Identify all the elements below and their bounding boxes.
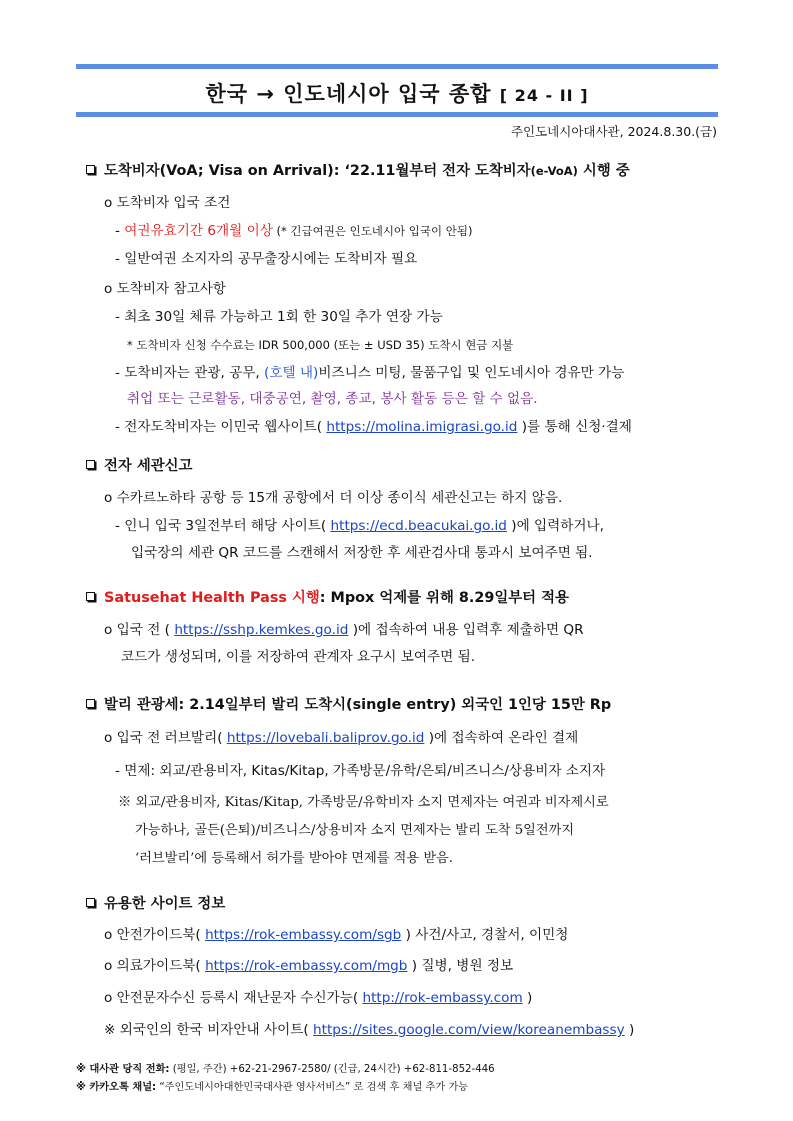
medical-guide-link[interactable]: https://rok-embassy.com/mgb	[205, 958, 408, 974]
molina-link[interactable]: https://molina.imigrasi.go.id	[326, 419, 518, 435]
sec3-o1-cont: 코드가 생성되며, 이를 저장하여 관계자 요구시 보여주면 됨.	[121, 649, 476, 665]
sec1-heading: 도착비자(VoA; Visa on Arrival): ‘22.11월부터 전자 도착비자(e-VoA) 시행 중	[86, 162, 630, 180]
sec1-d2: - 일반여권 소지자의 공무출장시에는 도착비자 필요	[115, 251, 418, 267]
sec2-o1: o 수카르노하타 공항 등 15개 공항에서 더 이상 종이식 세관신고는 하지 않음.	[104, 490, 563, 506]
page-title	[76, 78, 718, 108]
sec1-d1: - 여권유효기간 6개월 이상 (* 긴급여권은 인도네시아 입국이 안됨)	[115, 223, 473, 239]
sec3-o1: o 입국 전 ( https://sshp.kemkes.go.id )에 접속하여 내용 입력후 제출하면 QR	[104, 622, 584, 638]
sec1-d4-restriction: 취업 또는 근로활동, 대중공연, 촬영, 종교, 봉사 활동 등은 할 수 없음.	[127, 391, 538, 407]
footer-phone: ※ 대사관 당직 전화: (평일, 주간) +62-21-2967-2580/ (긴급, 24시간) +62-811-852-446	[76, 1064, 495, 1075]
sec4-n1: ※ 외교/관용비자, Kitas/Kitap, 가족방문/유학비자 소지 면제자는 여권과 비자제시로	[118, 795, 609, 810]
sec4-o1: o 입국 전 러브발리( https://lovebali.baliprov.go.id )에 접속하여 온라인 결제	[104, 730, 579, 746]
sec1-d5: - 전자도착비자는 이민국 웹사이트( https://molina.imigrasi.go.id )를 통해 신청·결제	[115, 419, 632, 435]
sec5-r4: ※ 외국인의 한국 비자안내 사이트( https://sites.google.com/view/koreanembassy )	[104, 1022, 635, 1038]
sec5-r3: o 안전문자수신 등록시 재난문자 수신가능( http://rok-embassy.com )	[104, 990, 533, 1006]
checkbox-bullet-icon	[86, 460, 95, 469]
sec2-d1: - 인니 입국 3일전부터 해당 사이트( https://ecd.beacukai.go.id )에 입력하거나,	[115, 518, 605, 534]
lovebali-link[interactable]: https://lovebali.baliprov.go.id	[226, 730, 425, 746]
safety-guide-link[interactable]: https://rok-embassy.com/sgb	[205, 927, 402, 943]
ecd-link[interactable]: https://ecd.beacukai.go.id	[330, 518, 507, 534]
checkbox-bullet-icon	[86, 592, 95, 601]
sec1-o2: o 도착비자 참고사항	[104, 281, 227, 297]
top-rule	[76, 64, 718, 69]
title-main: 한국 → 인도네시아 입국 종합	[205, 82, 492, 106]
checkbox-bullet-icon	[86, 165, 95, 174]
sec1-o1: o 도착비자 입국 조건	[104, 195, 231, 211]
sec4-n3: ‘러브발리’에 등록해서 허가를 받아야 면제를 적용 받음.	[135, 851, 453, 866]
sec2-heading: 전자 세관신고	[86, 457, 192, 475]
bottom-rule	[76, 112, 718, 117]
embassy-link[interactable]: http://rok-embassy.com	[362, 990, 523, 1006]
checkbox-bullet-icon	[86, 699, 95, 708]
issue-date: 주인도네시아대사관, 2024.8.30.(금)	[510, 124, 717, 139]
sec1-d3: - 최초 30일 체류 가능하고 1회 한 30일 추가 연장 가능	[115, 309, 443, 325]
sec5-r2: o 의료가이드북( https://rok-embassy.com/mgb ) 질병, 병원 정보	[104, 958, 514, 974]
korea-visa-link[interactable]: https://sites.google.com/view/koreanembassy	[313, 1022, 625, 1038]
sec5-r1: o 안전가이드북( https://rok-embassy.com/sgb ) 사건/사고, 경찰서, 이민청	[104, 927, 569, 943]
sec2-d1-cont: 입국장의 세관 QR 코드를 스캔해서 저장한 후 세관검사대 통과시 보여주면 됨.	[131, 545, 593, 561]
sshp-link[interactable]: https://sshp.kemkes.go.id	[174, 622, 349, 638]
sec1-d4: - 도착비자는 관광, 공무, (호텔 내)비즈니스 미팅, 물품구입 및 인도네시아 경유만 가능	[115, 365, 625, 381]
sec4-n2: 가능하나, 골든(은퇴)/비즈니스/상용비자 소지 면제자는 발리 도착 5일전까지	[135, 823, 575, 838]
sec5-heading: 유용한 사이트 정보	[86, 895, 225, 913]
sec1-note: * 도착비자 신청 수수료는 IDR 500,000 (또는 ± USD 35) 도착시 현금 지불	[127, 338, 514, 352]
title-sub: [ 24 - II ]	[499, 86, 589, 105]
sec4-heading: 발리 관광세: 2.14일부터 발리 도착시(single entry) 외국인 1인당 15만 Rp	[86, 696, 611, 714]
sec3-heading: Satusehat Health Pass 시행: Mpox 억제를 위해 8.29일부터 적용	[86, 589, 569, 607]
footer-kakao: ※ 카카오톡 채널: “주인도네시아대한민국대사관 영사서비스” 로 검색 후 채널 추가 가능	[76, 1082, 469, 1093]
sec4-d1: - 면제: 외교/관용비자, Kitas/Kitap, 가족방문/유학/은퇴/비즈니스/상용비자 소지자	[115, 763, 606, 779]
checkbox-bullet-icon	[86, 898, 95, 907]
